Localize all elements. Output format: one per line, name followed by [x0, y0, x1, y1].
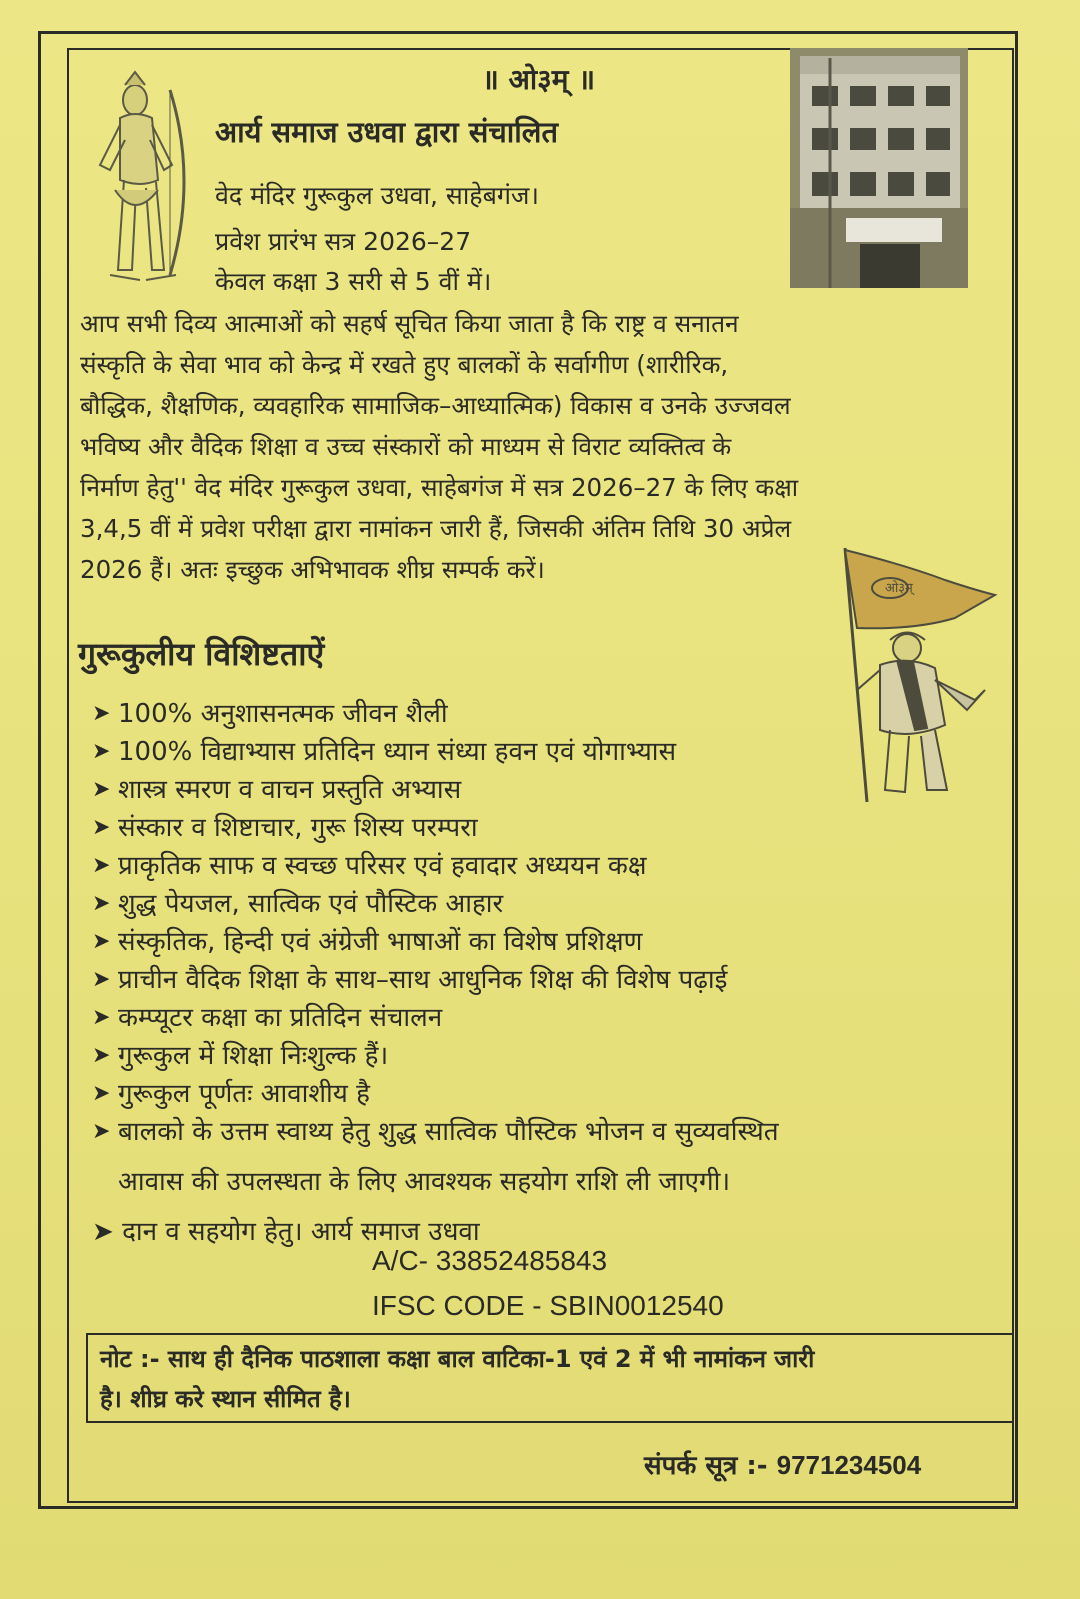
intro-paragraph — [80, 303, 1020, 590]
arrow-bullet-icon: ➤ — [92, 853, 111, 878]
arrow-bullet-icon: ➤ — [92, 967, 111, 992]
feature-text: 100% विद्याभ्यास प्रतिदिन ध्यान संध्या हवन एवं योगाभ्यास — [118, 737, 677, 767]
features-heading: गुरूकुलीय विशिष्टताऐं — [78, 635, 325, 673]
arrow-bullet-icon: ➤ — [92, 1043, 111, 1068]
feature-text: प्राकृतिक साफ व स्वच्छ परिसर एवं हवादार अध्ययन कक्ष — [118, 851, 647, 881]
paragraph-line: 3,4,5 वीं में प्रवेश परीक्षा द्वारा नामांकन जारी हैं, जिसकी अंतिम तिथि 30 अप्रेल — [80, 514, 792, 543]
feature-item — [92, 1037, 779, 1075]
feature-item — [92, 999, 779, 1037]
arrow-bullet-icon: ➤ — [92, 1081, 111, 1106]
paragraph-line: निर्माण हेतु'' वेद मंदिर गुरूकुल उधवा, साहेबगंज में सत्र 2026–27 के लिए कक्षा — [80, 473, 799, 502]
rama-illustration — [80, 70, 200, 302]
feature-text: गुरूकुल पूर्णतः आवाशीय है — [118, 1079, 370, 1109]
flag-om-text: ओ३म् — [885, 581, 913, 596]
contact-label: संपर्क सूत्र :- — [644, 1451, 768, 1481]
paragraph-line: भविष्य और वैदिक शिक्षा व उच्च संस्कारों को माध्यम से विराट व्यक्तित्व के — [80, 432, 732, 461]
feature-text: गुरूकुल में शिक्षा निःशुल्क हैं। — [118, 1041, 389, 1071]
feature-text: कम्प्यूटर कक्षा का प्रतिदिन संचालन — [118, 1003, 443, 1033]
arrow-bullet-icon: ➤ — [92, 1005, 111, 1030]
feature-item — [92, 847, 779, 885]
feature-item — [92, 771, 779, 809]
paragraph-line: बौद्धिक, शैक्षणिक, व्यवहारिक सामाजिक–आध्यात्मिक) विकास व उनके उज्जवल — [80, 391, 791, 420]
feature-item — [92, 1113, 779, 1151]
paragraph-line: 2026 हैं। अतः इच्छुक अभिभावक शीघ्र सम्पर्क करें। — [80, 555, 545, 584]
school-building-photo — [790, 48, 968, 288]
feature-item — [92, 885, 779, 923]
arrow-bullet-icon: ➤ — [92, 815, 111, 840]
donation-text: दान व सहयोग हेतु। आर्य समाज उधवा — [122, 1217, 480, 1247]
feature-text: शुद्ध पेयजल, सात्विक एवं पौस्टिक आहार — [118, 889, 504, 919]
arrow-bullet-icon: ➤ — [92, 1119, 111, 1144]
arrow-bullet-icon: ➤ — [92, 777, 111, 802]
feature-item — [92, 1075, 779, 1113]
ifsc-code: IFSC CODE - SBIN0012540 — [372, 1290, 724, 1321]
arrow-bullet-icon: ➤ — [92, 929, 111, 954]
feature-text: शास्त्र स्मरण व वाचन प्रस्तुति अभ्यास — [118, 775, 462, 805]
feature-text: बालको के उत्तम स्वाथ्य हेतु शुद्ध सात्विक पौस्टिक भोजन व सुव्यवस्थित — [118, 1117, 779, 1147]
feature-item — [92, 809, 779, 847]
features-list — [92, 695, 779, 1151]
feature-item — [92, 961, 779, 999]
feature-text: 100% अनुशासनत्मक जीवन शैली — [118, 699, 448, 729]
feature-text: प्राचीन वैदिक शिक्षा के साथ–साथ आधुनिक शिक्ष की विशेष पढ़ाई — [118, 965, 728, 995]
feature-item — [92, 923, 779, 961]
feature-continuation: आवास की उपलस्धता के लिए आवश्यक सहयोग राशि ली जाएगी। — [118, 1167, 731, 1197]
paragraph-line: संस्कृति के सेवा भाव को केन्द्र में रखते हुए बालकों के सर्वागीण (शारीरिक, — [80, 350, 729, 379]
arrow-bullet-icon: ➤ — [92, 891, 111, 916]
note-box — [86, 1333, 1014, 1423]
donation-label — [92, 1212, 480, 1248]
arrow-bullet-icon: ➤ — [92, 701, 111, 726]
feature-text: संस्कार व शिष्टाचार, गुरू शिस्य परम्परा — [118, 813, 478, 843]
contact-number: 9771234504 — [776, 1450, 922, 1480]
feature-item — [92, 733, 779, 771]
organization-title: आर्य समाज उधवा द्वारा संचालित — [215, 115, 558, 149]
paragraph-line: आप सभी दिव्य आत्माओं को सहर्ष सूचित किया जाता है कि राष्ट्र व सनातन — [80, 309, 739, 338]
feature-text: संस्कृतिक, हिन्दी एवं अंग्रेजी भाषाओं का विशेष प्रशिक्षण — [118, 927, 643, 957]
admission-classes: केवल कक्षा 3 सरी से 5 वीं में। — [215, 267, 492, 296]
account-number: A/C- 33852485843 — [372, 1245, 608, 1276]
contact-line — [644, 1446, 921, 1482]
admission-session: प्रवेश प्रारंभ सत्र 2026–27 — [215, 227, 472, 256]
arrow-bullet-icon: ➤ — [92, 1217, 123, 1247]
feature-item — [92, 695, 779, 733]
school-name: वेद मंदिर गुरूकुल उधवा, साहेबगंज। — [215, 181, 539, 210]
note-line: है। शीघ्र करे स्थान सीमित है। — [100, 1385, 351, 1413]
om-heading: ॥ ओ३म् ॥ — [482, 63, 595, 96]
arrow-bullet-icon: ➤ — [92, 739, 111, 764]
note-line: नोट :- साथ ही दैनिक पाठशाला कक्षा बाल वाटिका-1 एवं 2 में भी नामांकन जारी — [100, 1345, 815, 1373]
